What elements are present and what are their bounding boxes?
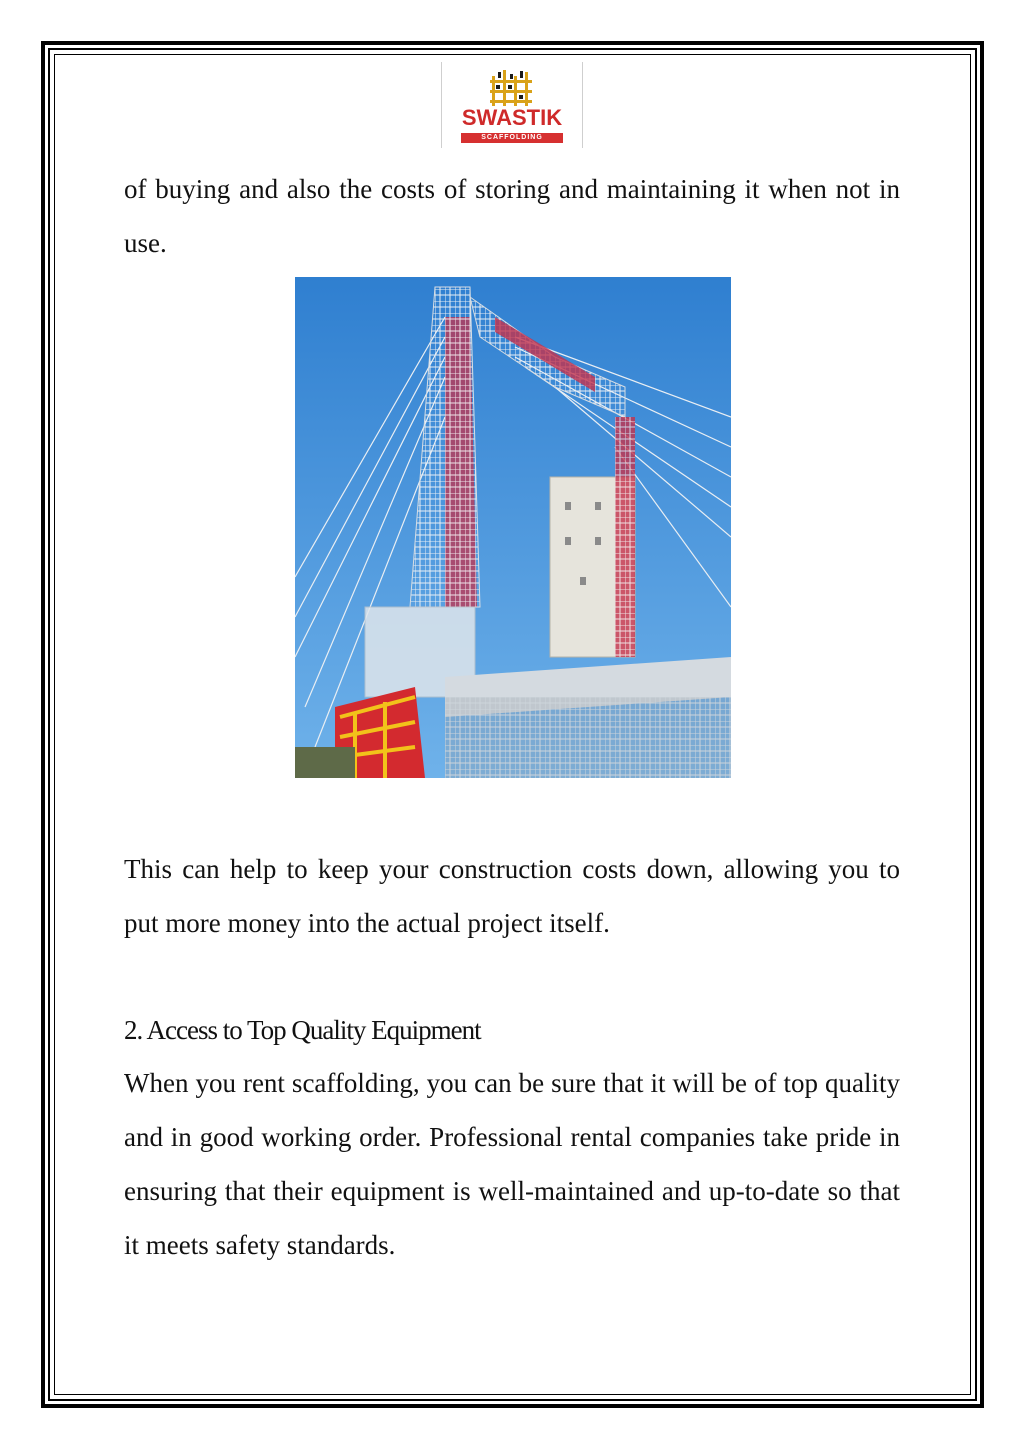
paragraph-top: of buying and also the costs of storing and maintaining it when not in use. [124,174,900,258]
paragraph-middle: This can help to keep your construction costs down, allowing you to put more money into the actual project itself. [124,854,900,938]
logo-brand-text: SWASTIK [461,105,563,130]
logo-tagline: SCAFFOLDING [461,133,563,143]
scaffolding-bridge-photo [295,277,731,778]
scaffold-tower-icon [486,68,540,106]
swastik-logo [441,62,583,148]
section-heading: 2. Access to Top Quality Equipment [124,1015,481,1045]
paragraph-bottom: When you rent scaffolding, you can be sure that it will be of top quality and in good working order. Professional rental companies take pride in ensuring that their equipment is well-maintained and up-to-date so that it meets safety standards. [124,1068,900,1260]
bridge-scaffold-illustration [295,277,731,778]
